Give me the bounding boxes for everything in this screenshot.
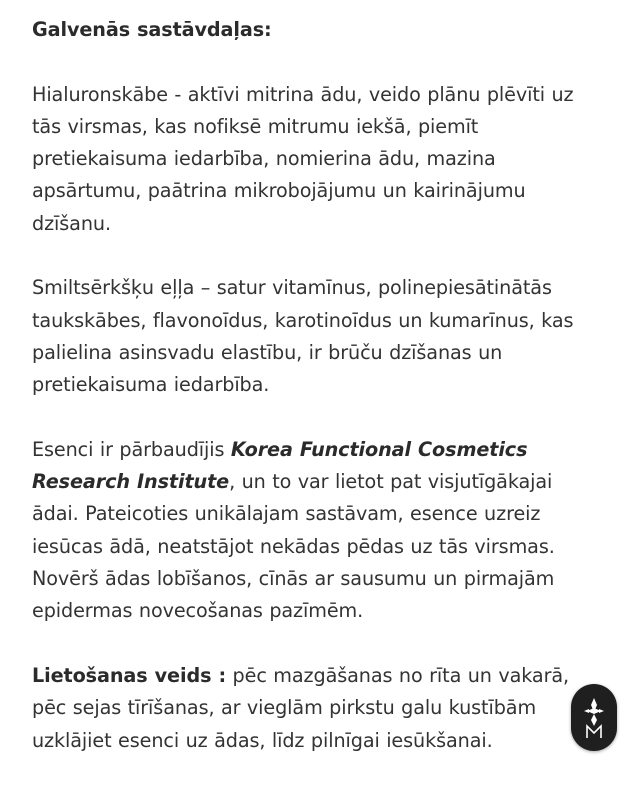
product-description	[32, 14, 604, 789]
testing-paragraph	[32, 434, 604, 628]
usage-paragraph	[32, 660, 604, 757]
hyaluronic-acid-paragraph: Hialuronskābe - aktīvi mitrina ādu, veido plānu plēvīti uz tās virsmas, kas nofiksē mitrumu iekšā, piemīt pretiekaisuma iedarbība, nomierina ādu, mazina apsārtumu, paātrina mikrobojājumu un kairinājumu dzīšanu.	[32, 82, 574, 235]
usage-text: pēc mazgāšanas no rīta un vakarā, pēc sejas tīrīšanas, ar vieglām pirkstu galu kustībām uzklājiet esenci uz ādas, līdz pilnīgai iesūkšanai.	[32, 663, 570, 752]
ingredients-heading	[32, 14, 604, 46]
sea-buckthorn-oil-paragraph: Smiltsērkšķu eļļa – satur vitamīnus, polinepiesātinātās taukskābes, flavonoīdus, karotinoīdus un kumarīnus, kas palielina asinsvadu elastību, ir brūču dzīšanas un pretiekaisuma iedarbība.	[32, 276, 574, 397]
institute-name: Korea Functional Cosmetics Research Institute	[32, 437, 528, 494]
brand-widget-button[interactable]	[571, 684, 617, 751]
brand-logo-icon	[581, 696, 607, 740]
ingredients-heading-text: Galvenās sastāvdaļas:	[32, 18, 272, 41]
usage-label: Lietošanas veids :	[32, 663, 227, 687]
testing-intro-text: Esenci ir pārbaudījis	[32, 437, 231, 461]
testing-body-text: , un to var lietot pat visjutīgākajai ādai. Pateicoties unikālajam sastāvam, esence uzreiz iesūcas ādā, neatstājot nekādas pēdas uz tās virsmas. Novērš ādas lobīšanos, cīnās ar sausumu un pirmajām epidermas novecošanas pazīmēm.	[32, 470, 555, 623]
